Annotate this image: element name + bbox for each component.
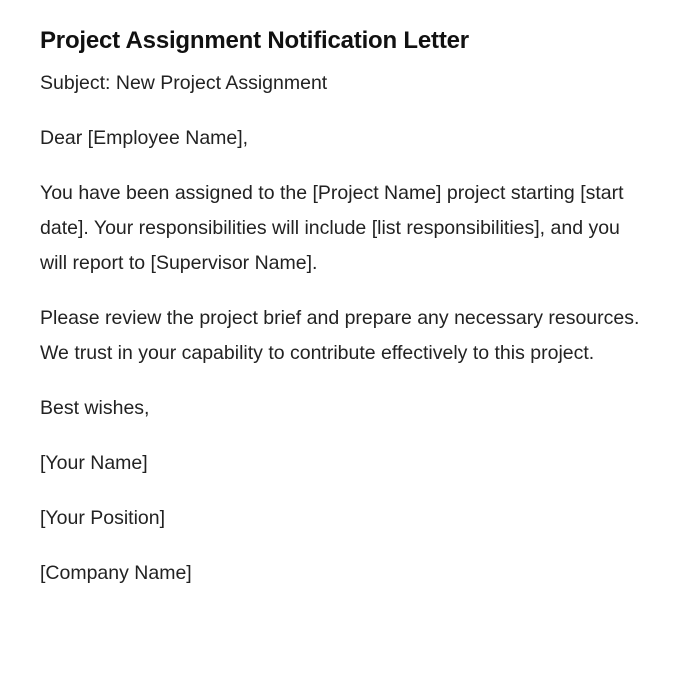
letter-subject: Subject: New Project Assignment	[40, 72, 328, 94]
letter-greeting: Dear [Employee Name],	[40, 127, 249, 149]
company-name: [Company Name]	[40, 562, 192, 584]
letter-closing: Best wishes,	[40, 397, 150, 419]
sender-position: [Your Position]	[40, 507, 166, 529]
letter-document	[40, 24, 640, 611]
letter-body-paragraph-2: Please review the project brief and prepare any necessary resources. We trust in your capability to contribute effectively to this project.	[40, 307, 640, 364]
letter-body-paragraph-1: You have been assigned to the [Project Name] project starting [start date]. Your responsibilities will include [list responsibilities], and you will report to [Supervisor Name].	[40, 182, 624, 274]
letter-title: Project Assignment Notification Letter	[40, 27, 469, 54]
sender-name: [Your Name]	[40, 452, 148, 474]
